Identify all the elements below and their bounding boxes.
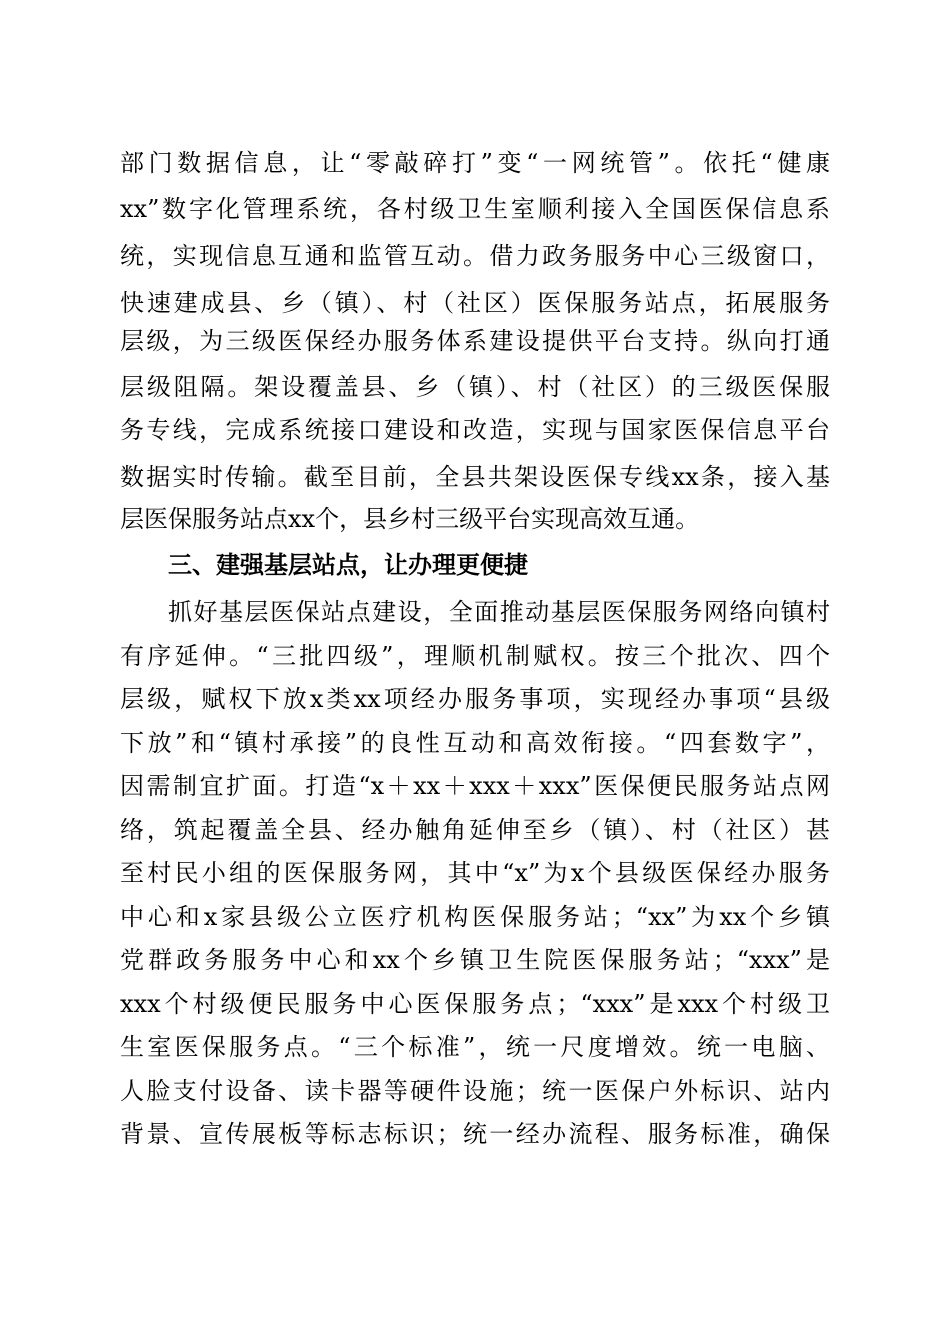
paragraph-line: 部门数据信息，让“零敲碎打”变“一网统管”。依托“健康: [120, 149, 830, 177]
paragraph-line: 务专线，完成系统接口建设和改造，实现与国家医保信息平台: [120, 416, 830, 444]
paragraph-line: 层级阻隔。架设覆盖县、乡（镇）、村（社区）的三级医保服: [120, 373, 830, 401]
paragraph-line: xx”数字化管理系统，各村级卫生室顺利接入全国医保信息系: [120, 195, 830, 223]
paragraph-line: 层医保服务站点xx个，县乡村三级平台实现高效互通。: [120, 505, 700, 533]
paragraph-line: xxx个村级便民服务中心医保服务点；“xxx”是xxx个村级卫: [120, 990, 830, 1018]
section-heading: 三、建强基层站点，让办理更便捷: [168, 551, 528, 579]
paragraph-line: 数据实时传输。截至目前，全县共架设医保专线xx条，接入基: [120, 463, 830, 491]
paragraph-line: 层级，赋权下放x类xx项经办服务事项，实现经办事项“县级: [120, 685, 830, 713]
paragraph-line: 抓好基层医保站点建设，全面推动基层医保服务网络向镇村: [168, 598, 830, 626]
paragraph-line: 有序延伸。“三批四级”，理顺机制赋权。按三个批次、四个: [120, 642, 830, 670]
paragraph-line: 层级，为三级医保经办服务体系建设提供平台支持。纵向打通: [120, 327, 830, 355]
paragraph-line: 下放”和“镇村承接”的良性互动和高效衔接。“四套数字”，: [120, 729, 830, 757]
paragraph-line: 人脸支付设备、读卡器等硬件设施；统一医保户外标识、站内: [120, 1077, 830, 1105]
paragraph-line: 中心和x家县级公立医疗机构医保服务站；“xx”为xx个乡镇: [120, 903, 830, 931]
paragraph-line: 背景、宣传展板等标志标识；统一经办流程、服务标准，确保: [120, 1120, 830, 1148]
paragraph-line: 因需制宜扩面。打造“x＋xx＋xxx＋xxx”医保便民服务站点网: [120, 772, 830, 800]
paragraph-line: 至村民小组的医保服务网，其中“x”为x个县级医保经办服务: [120, 859, 830, 887]
paragraph-line: 党群政务服务中心和xx个乡镇卫生院医保服务站；“xxx”是: [120, 946, 830, 974]
paragraph-line: 生室医保服务点。“三个标准”，统一尺度增效。统一电脑、: [120, 1033, 830, 1061]
paragraph-line: 络，筑起覆盖全县、经办触角延伸至乡（镇）、村（社区）甚: [120, 816, 830, 844]
paragraph-line: 快速建成县、乡（镇）、村（社区）医保服务站点，拓展服务: [120, 289, 830, 317]
paragraph-line: 统，实现信息互通和监管互动。借力政务服务中心三级窗口，: [120, 242, 830, 270]
